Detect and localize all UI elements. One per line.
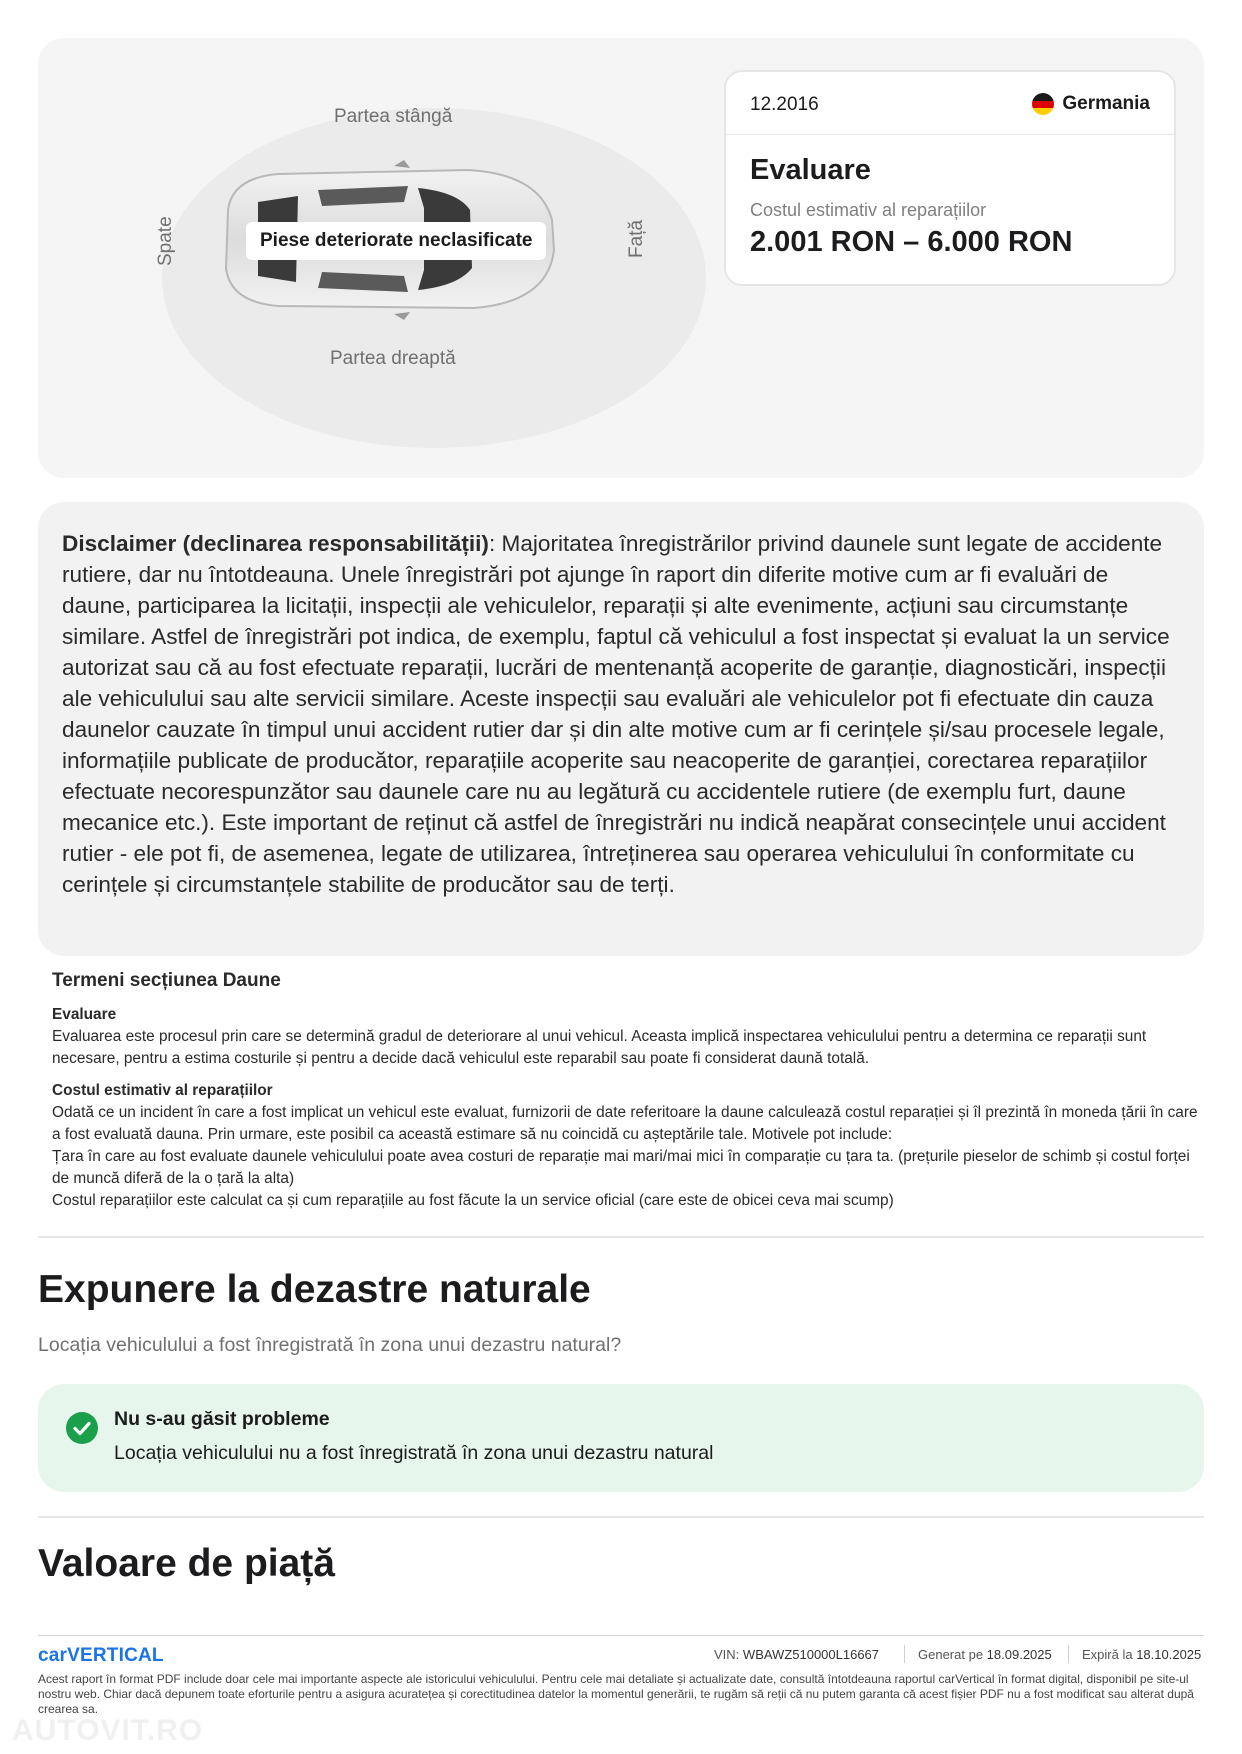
generated-label: Generat pe: [918, 1647, 984, 1662]
disclaimer-text: [62, 528, 1180, 900]
terms-eval-text: Evaluarea este procesul prin care se determină gradul de deteriorare al unui vehicul. Aceasta implică inspectarea vehiculului pentru a determina ce reparații sunt necesare, pentru a estima costurile și pentru a decide dacă vehiculul este reparabil sau poate fi considerat daună totală.: [52, 1028, 1147, 1067]
vin-info: [714, 1647, 879, 1662]
check-circle-icon: [66, 1412, 98, 1444]
expires-label: Expiră la: [1082, 1647, 1133, 1662]
germany-flag-icon: [1032, 93, 1054, 115]
damage-label: Piese deteriorate neclasificate: [246, 222, 546, 260]
vin-value: WBAWZ510000L16667: [742, 1647, 880, 1662]
side-right-label: Partea dreaptă: [330, 348, 456, 369]
market-value-title: Valoare de piață: [38, 1542, 335, 1585]
disasters-title: Expunere la dezastre naturale: [38, 1268, 591, 1311]
vin-label: VIN:: [714, 1647, 740, 1662]
terms-cost-text-1: Odată ce un incident în care a fost implicat un vehicul este evaluat, furnizorii de date referitoare la daune calculează costul reparației și îl prezintă în moneda țării în care a fost evaluată dauna. Prin urmare, este posibil ca această estimare să nu coincidă cu așteptările tale. Motivele pot include:: [52, 1104, 1198, 1143]
evaluation-title: Evaluare: [750, 154, 871, 186]
evaluation-card: [724, 70, 1176, 286]
damage-terms: [52, 970, 1204, 1212]
cost-label: Costul estimativ al reparațiilor: [750, 200, 987, 220]
side-left-label: Partea stângă: [334, 106, 453, 127]
country-name: Germania: [1062, 93, 1150, 114]
side-back-label: Spate: [155, 216, 176, 266]
disclaimer-body: : Majoritatea înregistrărilor privind daunele sunt legate de accidente rutiere, dar nu întotdeauna. Unele înregistrări pot ajunge în raport din diferite motive cum ar fi evaluări de daune, participarea la licitații, inspecții ale vehiculelor, reparații și alte evenimente, acțiuni sau circumstanțe similare. Astfel de înregistrări pot indica, de exemplu, faptul că vehiculul a fost inspectat și evaluat la un service autorizat sau că au fost efectuate reparații, lucrări de mentenanță acoperite de garanție, diagnosticări, inspecții ale vehiculului sau alte servicii similare. Aceste inspecții sau evaluări ale vehiculelor pot fi efectuate din cauza daunelor cauzate în timpul unui accident rutier dar și din alte motive cum ar fi cerințele și/sau procesele legale, informațiile publicate de producător, reparațiile acoperite sau neacoperite de garanției, corectarea reparațiilor efectuate necorespunzător sau daunele care nu au legătură cu accidentele rutiere (de exemplu furt, daune mecanice etc.). Este important de reținut că astfel de înregistrări nu indică neapărat consecințele unui accident rutier - ele pot fi, de asemenea, legate de utilizarea, întreținerea sau operarea vehiculului în conformitate cu cerințele și circumstanțele stabilite de producător sau de terți.: [62, 531, 1170, 897]
evaluation-country: [1032, 93, 1150, 115]
terms-cost-title: Costul estimativ al reparațiilor: [52, 1082, 273, 1099]
watermark: AUTOVIT.RO: [12, 1714, 204, 1747]
disasters-subtitle: Locația vehiculului a fost înregistrată în zona unui dezastru natural?: [38, 1334, 622, 1356]
carvertical-logo: carVERTICAL: [38, 1645, 164, 1666]
terms-cost-text-2: Țara în care au fost evaluate daunele vehiculului poate avea costuri de reparație mai mari/mai mici în comparație cu țara ta. (prețurile pieselor de schimb și costul forței de muncă diferă de la o țară la alta): [52, 1148, 1190, 1187]
disclaimer-heading: Disclaimer (declinarea responsabilității): [62, 531, 489, 556]
generated-info: [918, 1647, 1052, 1662]
divider: [726, 134, 1174, 135]
generated-date: 18.09.2025: [986, 1647, 1052, 1662]
footer-note: Acest raport în format PDF include doar cele mai importante aspecte ale istoricului vehiculului. Pentru cele mai detaliate și actualizate date, consultă întotdeauna raportul carVertical în format digital, disponibil pe site-ul nostru web. Chiar dacă depunem toate eforturile pentru a asigura acuratețea și corectitudinea datelor la momentul generării, te rugăm să reții că nu putem garanta că acest fișier PDF nu a fost modificat sau alterat după crearea sa.: [38, 1672, 1194, 1716]
disclaimer-box: [38, 502, 1204, 956]
expires-info: [1082, 1647, 1201, 1662]
evaluation-date: 12.2016: [750, 94, 819, 115]
terms-title: Termeni secțiunea Daune: [52, 970, 281, 991]
status-title: Nu s-au găsit probleme: [114, 1408, 330, 1430]
terms-eval-title: Evaluare: [52, 1006, 117, 1023]
status-text: Locația vehiculului nu a fost înregistrată în zona unui dezastru natural: [114, 1442, 714, 1464]
disasters-status-card: [38, 1384, 1204, 1492]
expires-date: 18.10.2025: [1136, 1647, 1202, 1662]
meta-separator: [904, 1645, 905, 1663]
section-divider: [38, 1236, 1204, 1238]
section-divider: [38, 1516, 1204, 1518]
terms-cost-text-3: Costul reparațiilor este calculat ca și cum reparațiile au fost făcute la un service oficial (care este de obicei ceva mai scump): [52, 1192, 894, 1209]
footer-divider: [38, 1635, 1204, 1636]
meta-separator: [1068, 1645, 1069, 1663]
side-front-label: Față: [626, 219, 647, 258]
cost-range: 2.001 RON – 6.000 RON: [750, 226, 1073, 258]
